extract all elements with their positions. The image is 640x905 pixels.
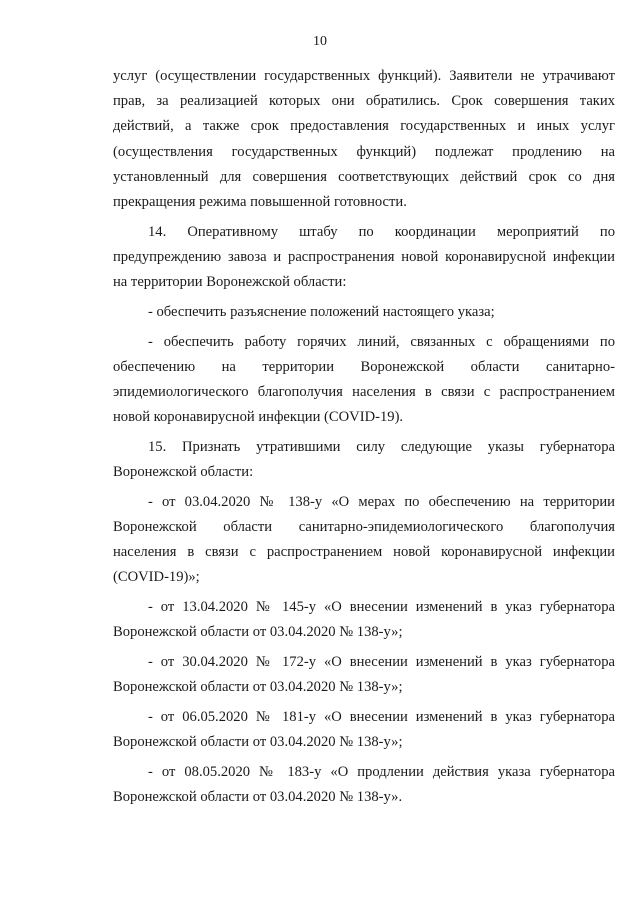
text-line: 14. Оперативному штабу по координации мероприятий по: [148, 223, 615, 240]
text-line: - обеспечить работу горячих линий, связанных с обращениями по: [148, 333, 615, 350]
text-line: Воронежской области от 03.04.2020 № 138-у»;: [113, 734, 403, 751]
text-line: на территории Воронежской области:: [113, 274, 347, 291]
paragraph: [113, 595, 615, 645]
text-line: - от 30.04.2020 № 172-у «О внесении изменений в указ губернатора: [148, 653, 615, 670]
paragraph: [113, 705, 615, 755]
text-line: (COVID-19)»;: [113, 569, 200, 586]
text-line: - обеспечить разъяснение положений настоящего указа;: [148, 303, 495, 320]
text-line: - от 13.04.2020 № 145-у «О внесении изменений в указ губернатора: [148, 599, 615, 616]
text-line: установленный для совершения соответствующих действий срок со дня: [113, 168, 615, 185]
text-line: - от 06.05.2020 № 181-у «О внесении изменений в указ губернатора: [148, 708, 615, 725]
text-line: населения в связи с распространением новой коронавирусной инфекции: [113, 544, 615, 561]
paragraph: [113, 300, 615, 325]
paragraph: [113, 330, 615, 431]
text-line: услуг (осуществлении государственных функций). Заявители не утрачивают: [113, 68, 615, 84]
text-line: - от 03.04.2020 № 138-у «О мерах по обеспечению на территории: [148, 493, 615, 510]
text-line: предупреждению завоза и распространения новой коронавирусной инфекции: [113, 248, 615, 265]
paragraph: [113, 490, 615, 591]
text-line: прав, за реализацией которых они обратились. Срок совершения таких: [113, 93, 615, 110]
text-line: действий, а также срок предоставления государственных и иных услуг: [113, 118, 615, 135]
paragraph: [113, 650, 615, 700]
text-line: Воронежской области:: [113, 464, 254, 481]
text-line: новой коронавирусной инфекции (COVID-19).: [113, 409, 404, 426]
document-body: [113, 64, 615, 815]
paragraph-item-15: [113, 435, 615, 485]
text-line: Воронежской области от 03.04.2020 № 138-у»;: [113, 679, 403, 696]
text-line: эпидемиологического благополучия населения в связи с распространением: [113, 383, 615, 400]
text-line: (осуществления государственных функций) подлежат продлению на: [113, 143, 615, 160]
text-line: Воронежской области от 03.04.2020 № 138-у»;: [113, 624, 403, 641]
text-line: прекращения режима повышенной готовности.: [113, 194, 407, 211]
text-line: Воронежской области от 03.04.2020 № 138-у».: [113, 788, 403, 805]
paragraph: [113, 64, 615, 215]
text-line: - от 08.05.2020 № 183-у «О продлении действия указа губернатора: [148, 763, 615, 780]
text-line: 15. Признать утратившими силу следующие указы губернатора: [148, 438, 615, 455]
paragraph-item-14: [113, 220, 615, 296]
text-line: обеспечению на территории Воронежской области санитарно-: [113, 358, 615, 375]
page-number: 10: [313, 34, 327, 49]
text-line: Воронежской области санитарно-эпидемиологического благополучия: [113, 518, 615, 535]
paragraph: [113, 760, 615, 810]
